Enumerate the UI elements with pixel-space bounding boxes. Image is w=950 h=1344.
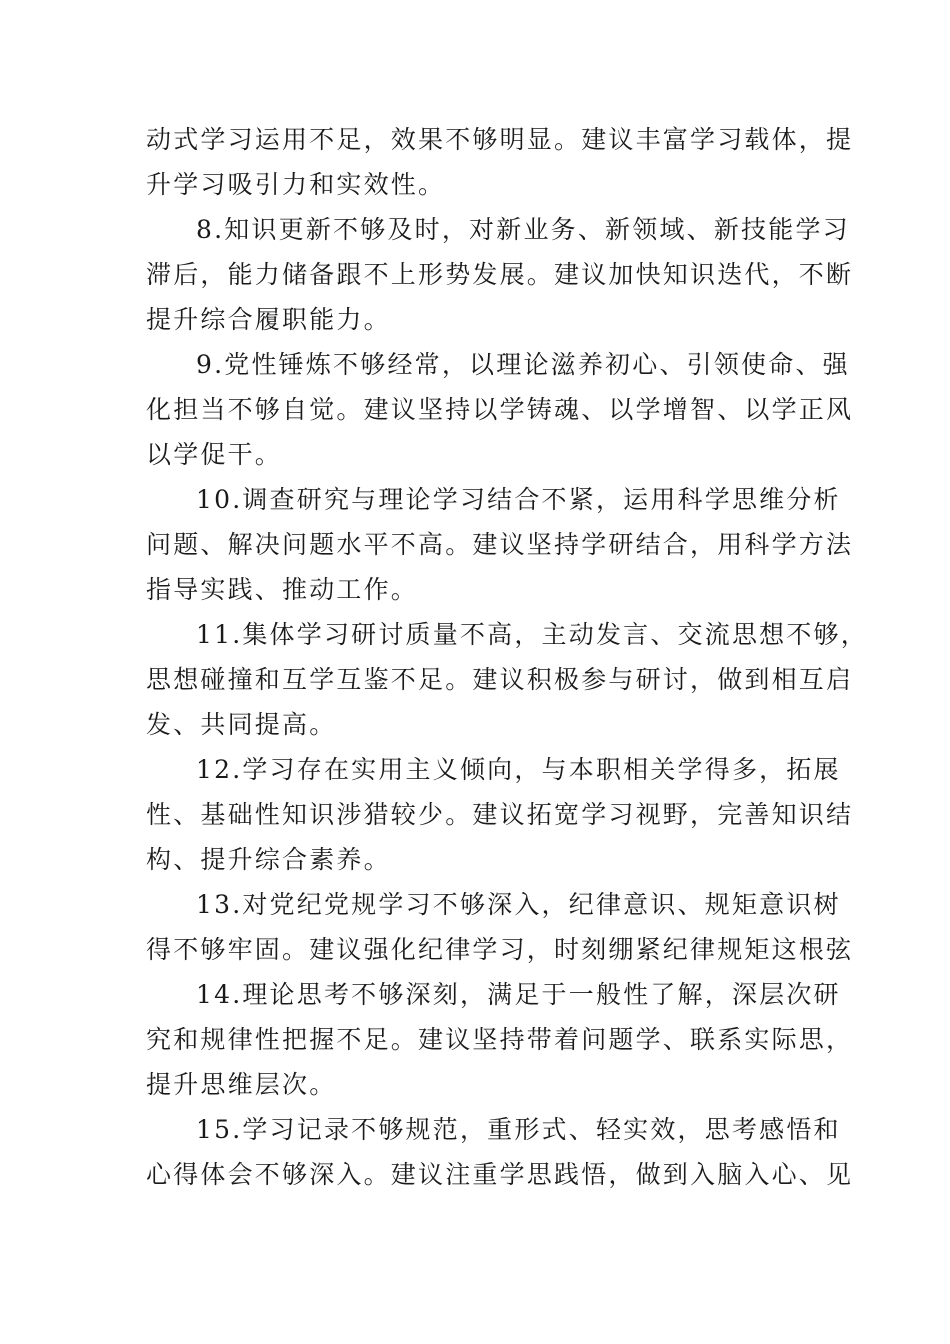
item-15-start: 15.学习记录不够规范，重形式、轻实效，思考感悟和 [196,1115,841,1144]
text-line: 提升综合履职能力。 [146,305,391,334]
text-line: 心得体会不够深入。建议注重学思践悟，做到入脑入心、见 [146,1160,854,1189]
item-14-start: 14.理论思考不够深刻，满足于一般性了解，深层次研 [196,980,841,1009]
text-line: 性、基础性知识涉猎较少。建议拓宽学习视野，完善知识结 [146,800,854,829]
text-line: 滞后，能力储备跟不上形势发展。建议加快知识迭代，不断 [146,260,854,289]
item-13-start: 13.对党纪党规学习不够深入，纪律意识、规矩意识树 [196,890,841,919]
text-line: 问题、解决问题水平不高。建议坚持学研结合，用科学方法 [146,530,854,559]
item-10-start: 10.调查研究与理论学习结合不紧，运用科学思维分析 [196,485,841,514]
item-11-start: 11.集体学习研讨质量不高，主动发言、交流思想不够， [196,620,868,649]
text-line: 化担当不够自觉。建议坚持以学铸魂、以学增智、以学正风 [146,395,854,424]
item-8-start: 8.知识更新不够及时，对新业务、新领域、新技能学习 [196,215,850,244]
text-line: 思想碰撞和互学互鉴不足。建议积极参与研讨，做到相互启 [146,665,854,694]
text-line: 动式学习运用不足，效果不够明显。建议丰富学习载体，提 [146,125,854,154]
item-9-start: 9.党性锤炼不够经常，以理论滋养初心、引领使命、强 [196,350,850,379]
text-line: 指导实践、推动工作。 [146,575,419,604]
text-line: 构、提升综合素养。 [146,845,391,874]
text-line: 以学促干。 [146,440,283,469]
text-line: 提升思维层次。 [146,1070,337,1099]
text-line: 发、共同提高。 [146,710,337,739]
item-12-start: 12.学习存在实用主义倾向，与本职相关学得多，拓展 [196,755,841,784]
text-line: 究和规律性把握不足。建议坚持带着问题学、联系实际思， [146,1025,854,1054]
text-line: 升学习吸引力和实效性。 [146,170,446,199]
text-line: 得不够牢固。建议强化纪律学习，时刻绷紧纪律规矩这根弦 [146,935,854,964]
